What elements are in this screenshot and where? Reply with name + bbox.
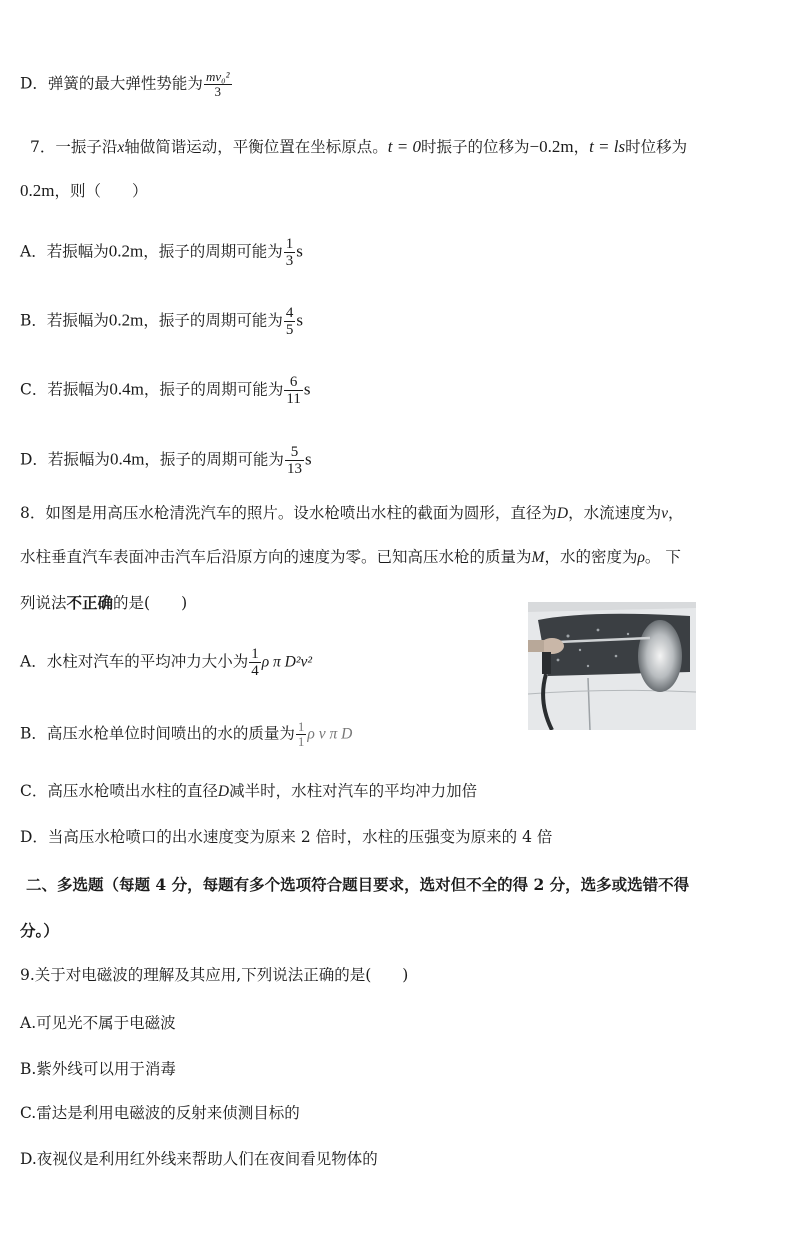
- fraction: [284, 374, 302, 407]
- sep: ，: [573, 138, 590, 156]
- q8-option-c: [20, 780, 477, 803]
- formula: ρ v π D: [307, 725, 353, 743]
- text: 轴做简谐运动，平衡位置在坐标原点。: [124, 138, 388, 156]
- text: ，水的密度为: [544, 548, 638, 566]
- text: B．高压水枪单位时间喷出的水的质量为: [20, 724, 295, 743]
- q9-option-a: [20, 1012, 176, 1034]
- text: C.雷达是利用电磁波的反射来侦测目标的: [20, 1104, 300, 1122]
- fraction: [284, 236, 296, 269]
- q9-option-c: [20, 1102, 300, 1124]
- text: ，振子的周期可能为: [143, 380, 284, 399]
- denominator: 13: [286, 461, 302, 477]
- text: 。 下: [644, 548, 681, 566]
- var-d: D: [217, 783, 230, 800]
- fraction: [284, 305, 296, 338]
- q8-stem-line2: [20, 546, 681, 569]
- formula: ρ π D²v²: [261, 653, 313, 671]
- q7-option-b: [20, 305, 303, 338]
- q6-option-d-text: D．弹簧的最大弹性势能为: [20, 74, 203, 93]
- denominator: 3: [214, 84, 221, 99]
- amplitude: 0.4m: [109, 449, 145, 469]
- unit: s: [304, 449, 312, 469]
- text: C．若振幅为: [20, 380, 110, 399]
- text: D．当高压水枪喷口的出水速度变为原来 2 倍时，水柱的压强变为原来的 4 倍: [20, 828, 553, 846]
- car-wash-photo: [528, 602, 696, 730]
- fraction: [204, 70, 232, 99]
- text: ，水流速度为: [568, 504, 662, 522]
- var-m: M: [531, 549, 545, 566]
- fraction: [296, 720, 307, 749]
- q7-option-d: [20, 444, 312, 477]
- denominator: 11: [286, 391, 301, 407]
- denominator: 5: [285, 322, 294, 338]
- amplitude: 0.2m: [108, 310, 144, 330]
- text: A.可见光不属于电磁波: [20, 1014, 176, 1032]
- text: 减半时，水柱对汽车的平均冲力加倍: [229, 782, 478, 800]
- numerator: 4: [285, 305, 294, 321]
- q8-option-d: [20, 826, 552, 848]
- denominator: 4: [251, 663, 259, 679]
- unit: s: [296, 310, 304, 330]
- fraction: [249, 646, 261, 679]
- text: ，: [667, 504, 684, 522]
- text: 时位移为: [625, 138, 688, 156]
- text: ，振子的周期可能为: [144, 450, 284, 469]
- text: 的是( ): [113, 594, 188, 612]
- car-wash-illustration: [528, 602, 696, 730]
- section-header-line2: [20, 920, 59, 942]
- q8-stem-line3: [20, 592, 187, 614]
- q8-option-b: [20, 720, 352, 749]
- text: 二、多选题（每题 4 分，每题有多个选项符合题目要求，选对但不全的得 2 分，选多或选错不得: [26, 875, 690, 894]
- q8-stem-line1: [20, 502, 684, 525]
- numerator: 1: [251, 646, 259, 662]
- text: 水柱垂直汽车表面冲击汽车后沿原方向的速度为零。已知高压水枪的质量为: [20, 548, 532, 566]
- denominator: 3: [285, 253, 294, 269]
- q8-option-a: [20, 646, 312, 679]
- text: ，则（ ）: [54, 182, 148, 200]
- text: B.紫外线可以用于消毒: [20, 1060, 176, 1078]
- text: 分。）: [20, 921, 59, 940]
- var-v: v: [661, 505, 668, 522]
- text: B．若振幅为: [20, 311, 109, 330]
- text: ，振子的周期可能为: [143, 311, 283, 330]
- value: −0.2m: [529, 137, 574, 156]
- q7-option-a: [20, 236, 303, 269]
- text: 时振子的位移为: [420, 138, 530, 156]
- q7-stem-line2: [20, 180, 148, 202]
- numerator: mv₀²: [205, 69, 230, 84]
- amplitude: 0.4m: [109, 379, 144, 399]
- text: A．水柱对汽车的平均冲力大小为: [20, 652, 249, 671]
- text: 列说法: [20, 594, 67, 612]
- var-rho: ρ: [637, 549, 645, 566]
- value: 0.2m: [20, 181, 55, 200]
- text: 8．如图是用高压水枪清洗汽车的照片。设水枪喷出水柱的截面为圆形，直径为: [20, 504, 557, 522]
- unit: s: [303, 379, 311, 399]
- cond-t0: t = 0: [387, 137, 421, 156]
- text: D．若振幅为: [20, 450, 110, 469]
- section-header-line1: [26, 874, 689, 896]
- numerator: 1: [297, 719, 305, 734]
- q9-option-d: [20, 1148, 378, 1170]
- text: ，振子的周期可能为: [143, 242, 283, 261]
- q7-option-c: [20, 374, 310, 407]
- numerator: 6: [284, 374, 302, 391]
- q6-option-d: [20, 70, 233, 99]
- fraction: [285, 444, 304, 477]
- var-d: D: [556, 505, 569, 522]
- text: 7．一振子沿: [30, 138, 118, 156]
- text: A．若振幅为: [20, 242, 109, 261]
- q9-option-b: [20, 1058, 176, 1080]
- denominator: 1: [297, 734, 305, 749]
- var-x: x: [117, 139, 125, 156]
- unit: s: [296, 241, 303, 261]
- numerator: 1: [285, 236, 294, 252]
- q9-stem: [20, 964, 408, 986]
- amplitude: 0.2m: [108, 241, 144, 261]
- emphasis: 不正确: [66, 593, 114, 612]
- text: D.夜视仪是利用红外线来帮助人们在夜间看见物体的: [20, 1150, 378, 1168]
- text: 9.关于对电磁波的理解及其应用,下列说法正确的是( ): [20, 966, 409, 984]
- numerator: 5: [285, 444, 304, 461]
- q7-stem-line1: [30, 136, 687, 159]
- text: C．高压水枪喷出水柱的直径: [20, 782, 218, 800]
- cond-t1: t = ls: [589, 137, 626, 156]
